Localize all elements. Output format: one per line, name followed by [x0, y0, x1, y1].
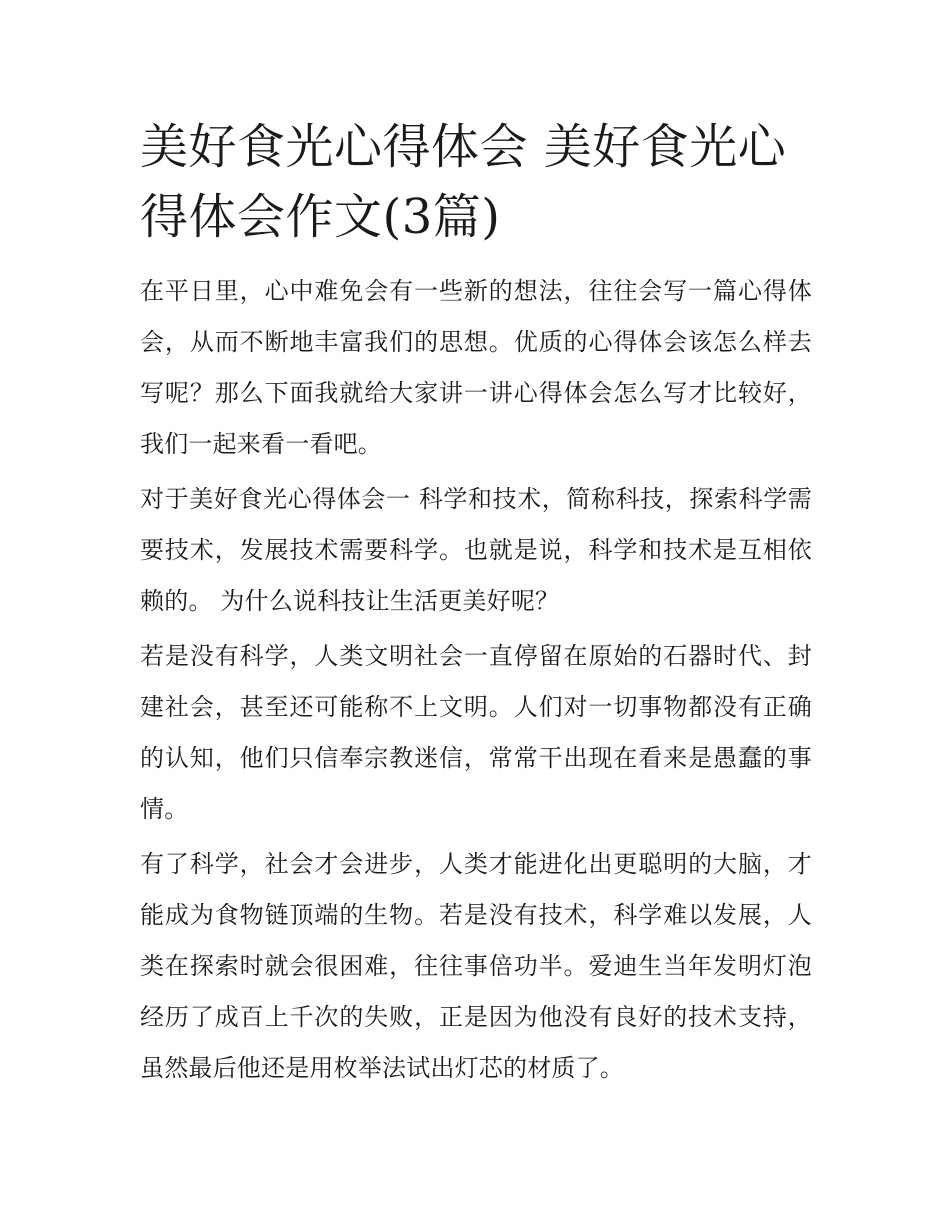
paragraph-intro: 在平日里，心中难免会有一些新的想法，往往会写一篇心得体会，从而不断地丰富我们的思想。优质的心得体会该怎么样去写呢？那么下面我就给大家讲一讲心得体会怎么写才比较好，我们一起来看一看吧。 [140, 277, 812, 458]
document-title: 美好食光心得体会 美好食光心得体会作文(3篇) [140, 119, 787, 245]
paragraph-without-science: 若是没有科学，人类文明社会一直停留在原始的石器时代、封建社会，甚至还可能称不上文明。人们对一切事物都没有正确的认知，他们只信奉宗教迷信，常常干出现在看来是愚蠢的事情。 [140, 642, 812, 823]
document-body [140, 112, 812, 1098]
paragraph-with-science: 有了科学，社会才会进步，人类才能进化出更聪明的大脑，才能成为食物链顶端的生物。若是没有技术，科学难以发展，人类在探索时就会很困难，往往事倍功半。爱迪生当年发明灯泡经历了成百上千次的失败，正是因为他没有良好的技术支持，虽然最后他还是用枚举法试出灯芯的材质了。 [140, 850, 812, 1082]
paragraph-tech-definition: 对于美好食光心得体会一 科学和技术，简称科技，探索科学需要技术，发展技术需要科学。也就是说，科学和技术是互相依赖的。 为什么说科技让生活更美好呢？ [140, 485, 812, 615]
